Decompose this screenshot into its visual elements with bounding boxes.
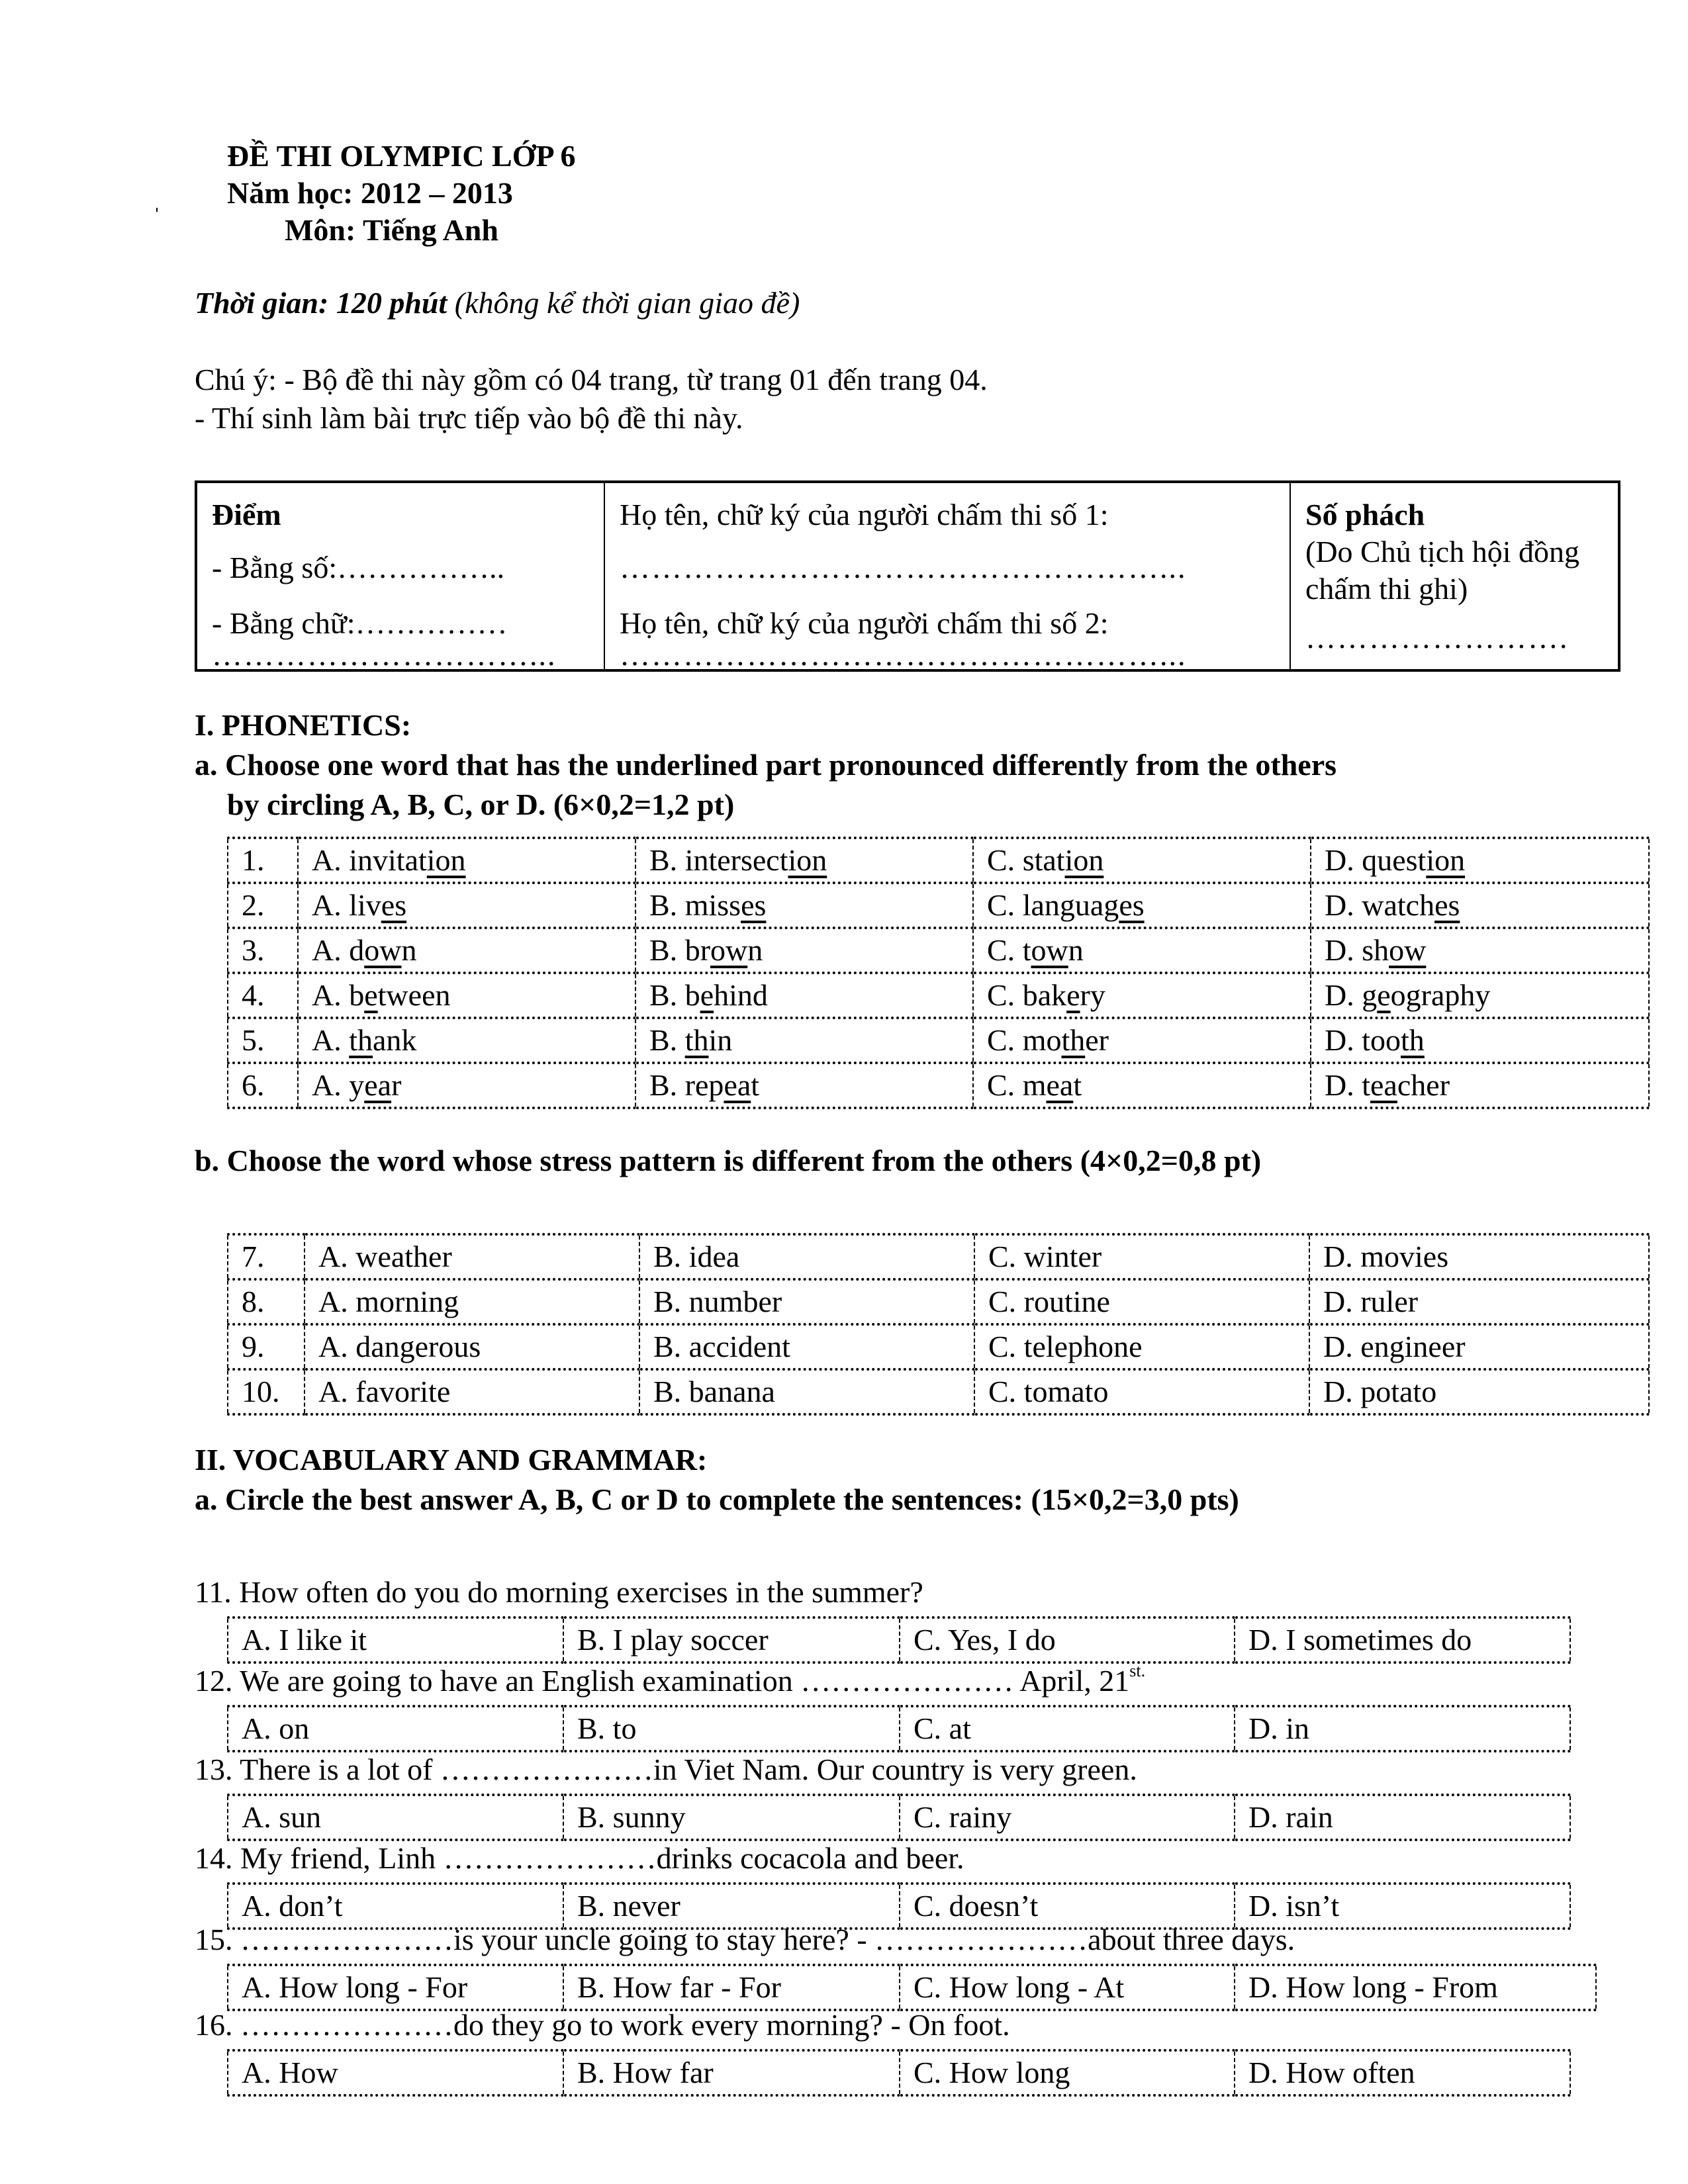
underlined-part: ion: [426, 843, 466, 877]
option-text: t: [751, 1068, 760, 1102]
answer-option[interactable]: B. banana: [639, 1369, 974, 1414]
phonetics-row: [228, 838, 1649, 883]
time-limit-label: Thời gian: 120 phút: [195, 286, 447, 320]
option-text: g: [1362, 978, 1378, 1012]
question-number: 4.: [228, 973, 298, 1018]
underlined-part: ion: [1426, 843, 1466, 877]
answer-option[interactable]: A. How: [228, 2050, 563, 2095]
answer-options-table: [227, 2049, 1571, 2097]
option-text: r: [391, 1068, 402, 1102]
question-number: 6.: [228, 1063, 298, 1108]
underlined-part: ea: [724, 1068, 751, 1102]
underlined-part: ea: [1046, 1068, 1074, 1102]
time-limit-note: (không kể thời gian giao đề): [447, 286, 800, 320]
answer-option[interactable]: A. don’t: [228, 1884, 563, 1929]
answer-option[interactable]: [1311, 1018, 1649, 1063]
question-stem: 14. My friend, Linh …………………drinks cocacola and beer.: [195, 1841, 964, 1875]
option-text: B.: [649, 1068, 685, 1102]
code-field[interactable]: …………………….: [1305, 621, 1569, 655]
question-stem: 12. We are going to have an English examination ………………… April, 21: [195, 1664, 1130, 1698]
option-text: B.: [649, 1023, 685, 1057]
option-text: D.: [1325, 933, 1362, 967]
question-stem: 15. …………………is your uncle going to stay here? - …………………about three days.: [195, 1923, 1295, 1956]
option-text: quest: [1362, 843, 1427, 877]
option-text: B.: [649, 933, 685, 967]
option-text: n: [747, 933, 763, 967]
score-by-words-field[interactable]: - Bằng chữ:……………: [212, 606, 508, 640]
question-number: 9.: [228, 1324, 305, 1369]
answer-option[interactable]: [635, 928, 973, 973]
ordinal-suffix: st.: [1129, 1661, 1146, 1680]
section-1a-instruction-line-2: by circling A, B, C, or D. (6×0,2=1,2 pt): [227, 788, 735, 821]
underlined-part: e: [1377, 978, 1391, 1012]
code-cell: [1289, 483, 1618, 669]
option-text: D.: [1325, 1068, 1362, 1102]
option-text: t: [1022, 933, 1031, 967]
option-text: rep: [684, 1068, 724, 1102]
stress-row: [228, 1324, 1649, 1369]
option-text: D.: [1325, 1023, 1362, 1057]
question-text: [195, 1662, 1145, 1700]
underlined-part: ow: [1031, 933, 1068, 967]
underlined-part: th: [1401, 1023, 1425, 1057]
examiner-1-label: Họ tên, chữ ký của người chấm thi số 1:: [620, 498, 1109, 531]
answer-option[interactable]: [1311, 1063, 1649, 1108]
answer-option[interactable]: D. potato: [1309, 1369, 1649, 1414]
option-text: D.: [1325, 978, 1362, 1012]
option-text: liv: [349, 888, 381, 922]
answer-option[interactable]: [973, 1018, 1311, 1063]
underlined-part: e: [700, 978, 714, 1012]
underlined-part: ow: [364, 933, 402, 967]
time-limit: [195, 285, 800, 322]
underlined-part: ion: [1064, 843, 1104, 877]
option-text: mo: [1022, 1023, 1062, 1057]
option-text: B.: [649, 888, 685, 922]
answer-option[interactable]: [635, 838, 973, 883]
stray-mark: [156, 208, 158, 212]
option-text: A.: [312, 978, 350, 1012]
stress-table: [227, 1233, 1650, 1416]
underlined-part: ea: [1370, 1068, 1397, 1102]
option-text: hind: [714, 978, 768, 1012]
answer-option[interactable]: A. I like it: [228, 1617, 563, 1662]
phonetics-row: [228, 928, 1649, 973]
underlined-part: es: [381, 888, 407, 922]
answer-options-table: [227, 1964, 1597, 2011]
option-text: C.: [987, 978, 1023, 1012]
option-text: intersect: [684, 843, 788, 877]
answer-option[interactable]: [973, 1063, 1311, 1108]
answer-option[interactable]: [635, 1063, 973, 1108]
code-note-line-2: chấm thi ghi): [1305, 572, 1468, 606]
score-extra-line[interactable]: …………………………...: [212, 638, 557, 672]
answer-option[interactable]: A. weather: [305, 1234, 639, 1279]
question-text: [195, 1751, 1137, 1788]
option-text: B.: [649, 978, 685, 1012]
school-year: Năm học: 2012 – 2013: [227, 176, 513, 210]
option-text: C.: [987, 933, 1023, 967]
question-number: 3.: [228, 928, 298, 973]
examiner-1-signature-field[interactable]: ……………………………………………...: [620, 551, 1187, 584]
answer-options-table: [227, 1616, 1571, 1664]
answer-option[interactable]: A. on: [228, 1706, 563, 1751]
answer-option[interactable]: D. in: [1235, 1706, 1570, 1751]
answer-option[interactable]: [298, 928, 635, 973]
answer-option[interactable]: C. How long: [900, 2050, 1235, 2095]
examiner-cell: [604, 483, 1289, 672]
answer-option[interactable]: C. telephone: [974, 1324, 1309, 1369]
underlined-part: es: [1434, 888, 1460, 922]
underlined-part: es: [741, 888, 767, 922]
option-text: b: [349, 978, 365, 1012]
question-number: 7.: [228, 1234, 305, 1279]
underlined-part: e: [364, 978, 378, 1012]
option-text: ank: [373, 1023, 417, 1057]
answer-option[interactable]: B. accident: [639, 1324, 974, 1369]
question-number: 10.: [228, 1369, 305, 1414]
answer-option[interactable]: D. movies: [1309, 1234, 1649, 1279]
answer-option[interactable]: C. rainy: [900, 1795, 1235, 1840]
answer-options-table: [227, 1705, 1571, 1752]
answer-option[interactable]: D. How long - From: [1235, 1965, 1596, 2010]
option-text: t: [1362, 1068, 1371, 1102]
option-text: watch: [1362, 888, 1435, 922]
phonetics-table: [227, 837, 1650, 1109]
answer-option[interactable]: B. sunny: [563, 1795, 900, 1840]
option-text: D.: [1325, 888, 1362, 922]
score-cell: [197, 483, 604, 672]
underlined-part: ow: [1389, 933, 1427, 967]
code-label: Số phách: [1305, 498, 1425, 531]
answer-option[interactable]: B. to: [563, 1706, 900, 1751]
underlined-part: ow: [710, 933, 748, 967]
phonetics-row: [228, 973, 1649, 1018]
question-number: 5.: [228, 1018, 298, 1063]
score-label: Điểm: [212, 498, 281, 531]
section-1a-instruction-line-1: a. Choose one word that has the underlined part pronounced differently from the others: [195, 748, 1337, 782]
answer-option[interactable]: A. morning: [305, 1279, 639, 1324]
stress-row: [228, 1279, 1649, 1324]
answer-option[interactable]: B. never: [563, 1884, 900, 1929]
option-text: C.: [987, 1068, 1023, 1102]
answer-option[interactable]: A. sun: [228, 1795, 563, 1840]
underlined-part: es: [1119, 888, 1145, 922]
answer-option[interactable]: D. ruler: [1309, 1279, 1649, 1324]
answer-option[interactable]: B. number: [639, 1279, 974, 1324]
option-text: ography: [1390, 978, 1491, 1012]
section-1b-instruction: b. Choose the word whose stress pattern is different from the others (4×0,2=0,8 pt): [195, 1144, 1262, 1177]
answer-option[interactable]: C. tomato: [974, 1369, 1309, 1414]
answer-option[interactable]: B. How far: [563, 2050, 900, 2095]
stress-row: [228, 1369, 1649, 1414]
answer-option[interactable]: D. isn’t: [1235, 1884, 1570, 1929]
answer-option[interactable]: [635, 1018, 973, 1063]
examiner-2-signature-field[interactable]: ……………………………………………...: [620, 638, 1187, 672]
answer-option[interactable]: [1311, 838, 1649, 883]
option-text: C.: [987, 888, 1023, 922]
option-text: A.: [312, 888, 350, 922]
phonetics-row: [228, 883, 1649, 928]
code-note-line-1: (Do Chủ tịch hội đồng: [1305, 535, 1579, 569]
option-text: d: [349, 933, 365, 967]
examiner-2-label: Họ tên, chữ ký của người chấm thi số 2:: [620, 606, 1109, 640]
answer-option[interactable]: D. rain: [1235, 1795, 1570, 1840]
stress-row: [228, 1234, 1649, 1279]
answer-option[interactable]: [635, 883, 973, 928]
option-text: tween: [377, 978, 451, 1012]
option-text: bak: [1022, 978, 1067, 1012]
answer-option[interactable]: A. dangerous: [305, 1324, 639, 1369]
option-text: in: [708, 1023, 733, 1057]
option-text: cher: [1397, 1068, 1450, 1102]
option-text: languag: [1022, 888, 1119, 922]
option-text: A.: [312, 933, 350, 967]
option-text: b: [684, 978, 700, 1012]
option-text: too: [1362, 1023, 1401, 1057]
question-text: [195, 1840, 964, 1877]
underlined-part: th: [1061, 1023, 1086, 1057]
answer-option[interactable]: C. Yes, I do: [900, 1617, 1235, 1662]
answer-option[interactable]: [298, 973, 635, 1018]
option-text: D.: [1325, 843, 1362, 877]
subject: Môn: Tiếng Anh: [285, 213, 498, 247]
answer-option[interactable]: [1311, 883, 1649, 928]
option-text: br: [684, 933, 711, 967]
answer-option[interactable]: C. doesn’t: [900, 1884, 1235, 1929]
option-text: invitat: [349, 843, 427, 877]
answer-option[interactable]: B. idea: [639, 1234, 974, 1279]
question-number: 8.: [228, 1279, 305, 1324]
answer-option[interactable]: B. I play soccer: [563, 1617, 900, 1662]
answer-option[interactable]: [973, 838, 1311, 883]
answer-option[interactable]: [298, 1063, 635, 1108]
answer-option[interactable]: [298, 883, 635, 928]
phonetics-row: [228, 1063, 1649, 1108]
option-text: B.: [649, 843, 685, 877]
option-text: miss: [684, 888, 741, 922]
option-text: m: [1022, 1068, 1047, 1102]
answer-option[interactable]: C. routine: [974, 1279, 1309, 1324]
answer-option[interactable]: [1311, 928, 1649, 973]
answer-option[interactable]: C. winter: [974, 1234, 1309, 1279]
option-text: t: [1073, 1068, 1082, 1102]
answer-option[interactable]: [973, 973, 1311, 1018]
option-text: C.: [987, 843, 1023, 877]
question-stem: 13. There is a lot of …………………in Viet Nam. Our country is very green.: [195, 1752, 1137, 1786]
answer-option[interactable]: [1311, 973, 1649, 1018]
option-text: er: [1085, 1023, 1109, 1057]
answer-option[interactable]: D. How often: [1235, 2050, 1570, 2095]
exam-title: ĐỀ THI OLYMPIC LỚP 6: [227, 139, 576, 173]
question-text: [195, 1574, 923, 1611]
note-line-2: - Thí sinh làm bài trực tiếp vào bộ đề thi này.: [195, 401, 743, 435]
underlined-part: e: [1066, 978, 1080, 1012]
question-stem: 11. How often do you do morning exercises in the summer?: [195, 1575, 923, 1609]
question-stem: 16. …………………do they go to work every morning? - On foot.: [195, 2008, 1010, 2042]
answer-option[interactable]: A. favorite: [305, 1369, 639, 1414]
option-text: sh: [1362, 933, 1389, 967]
answer-option[interactable]: D. I sometimes do: [1235, 1617, 1570, 1662]
option-text: C.: [987, 1023, 1023, 1057]
answer-option[interactable]: [298, 838, 635, 883]
underlined-part: th: [684, 1023, 709, 1057]
answer-option[interactable]: D. engineer: [1309, 1324, 1649, 1369]
option-text: stat: [1022, 843, 1065, 877]
option-text: A.: [312, 843, 350, 877]
section-1-heading: I. PHONETICS:: [195, 708, 412, 742]
score-by-number-field[interactable]: - Bằng số:……………..: [212, 551, 505, 584]
option-text: y: [349, 1068, 365, 1102]
option-text: A.: [312, 1068, 350, 1102]
answer-option[interactable]: [635, 973, 973, 1018]
answer-options-table: [227, 1794, 1571, 1841]
answer-option[interactable]: A. How long - For: [228, 1965, 563, 2010]
underlined-part: th: [349, 1023, 373, 1057]
option-text: ry: [1080, 978, 1105, 1012]
section-2a-instruction: a. Circle the best answer A, B, C or D to complete the sentences: (15×0,2=3,0 pts): [195, 1482, 1239, 1516]
answer-option[interactable]: [973, 883, 1311, 928]
question-number: 2.: [228, 883, 298, 928]
answer-option[interactable]: [973, 928, 1311, 973]
answer-option[interactable]: [298, 1018, 635, 1063]
question-text: [195, 1921, 1295, 1958]
phonetics-row: [228, 1018, 1649, 1063]
underlined-part: ea: [364, 1068, 392, 1102]
answer-option[interactable]: B. How far - For: [563, 1965, 900, 2010]
answer-option[interactable]: C. How long - At: [900, 1965, 1235, 2010]
underlined-part: ion: [788, 843, 827, 877]
answer-option[interactable]: C. at: [900, 1706, 1235, 1751]
option-text: n: [401, 933, 417, 967]
note-line-1: Chú ý: - Bộ đề thi này gồm có 04 trang, từ trang 01 đến trang 04.: [195, 363, 988, 396]
option-text: n: [1068, 933, 1084, 967]
option-text: A.: [312, 1023, 350, 1057]
question-text: [195, 2007, 1010, 2044]
question-number: 1.: [228, 838, 298, 883]
grading-box: [195, 480, 1620, 672]
section-2-heading: II. VOCABULARY AND GRAMMAR:: [195, 1443, 708, 1477]
